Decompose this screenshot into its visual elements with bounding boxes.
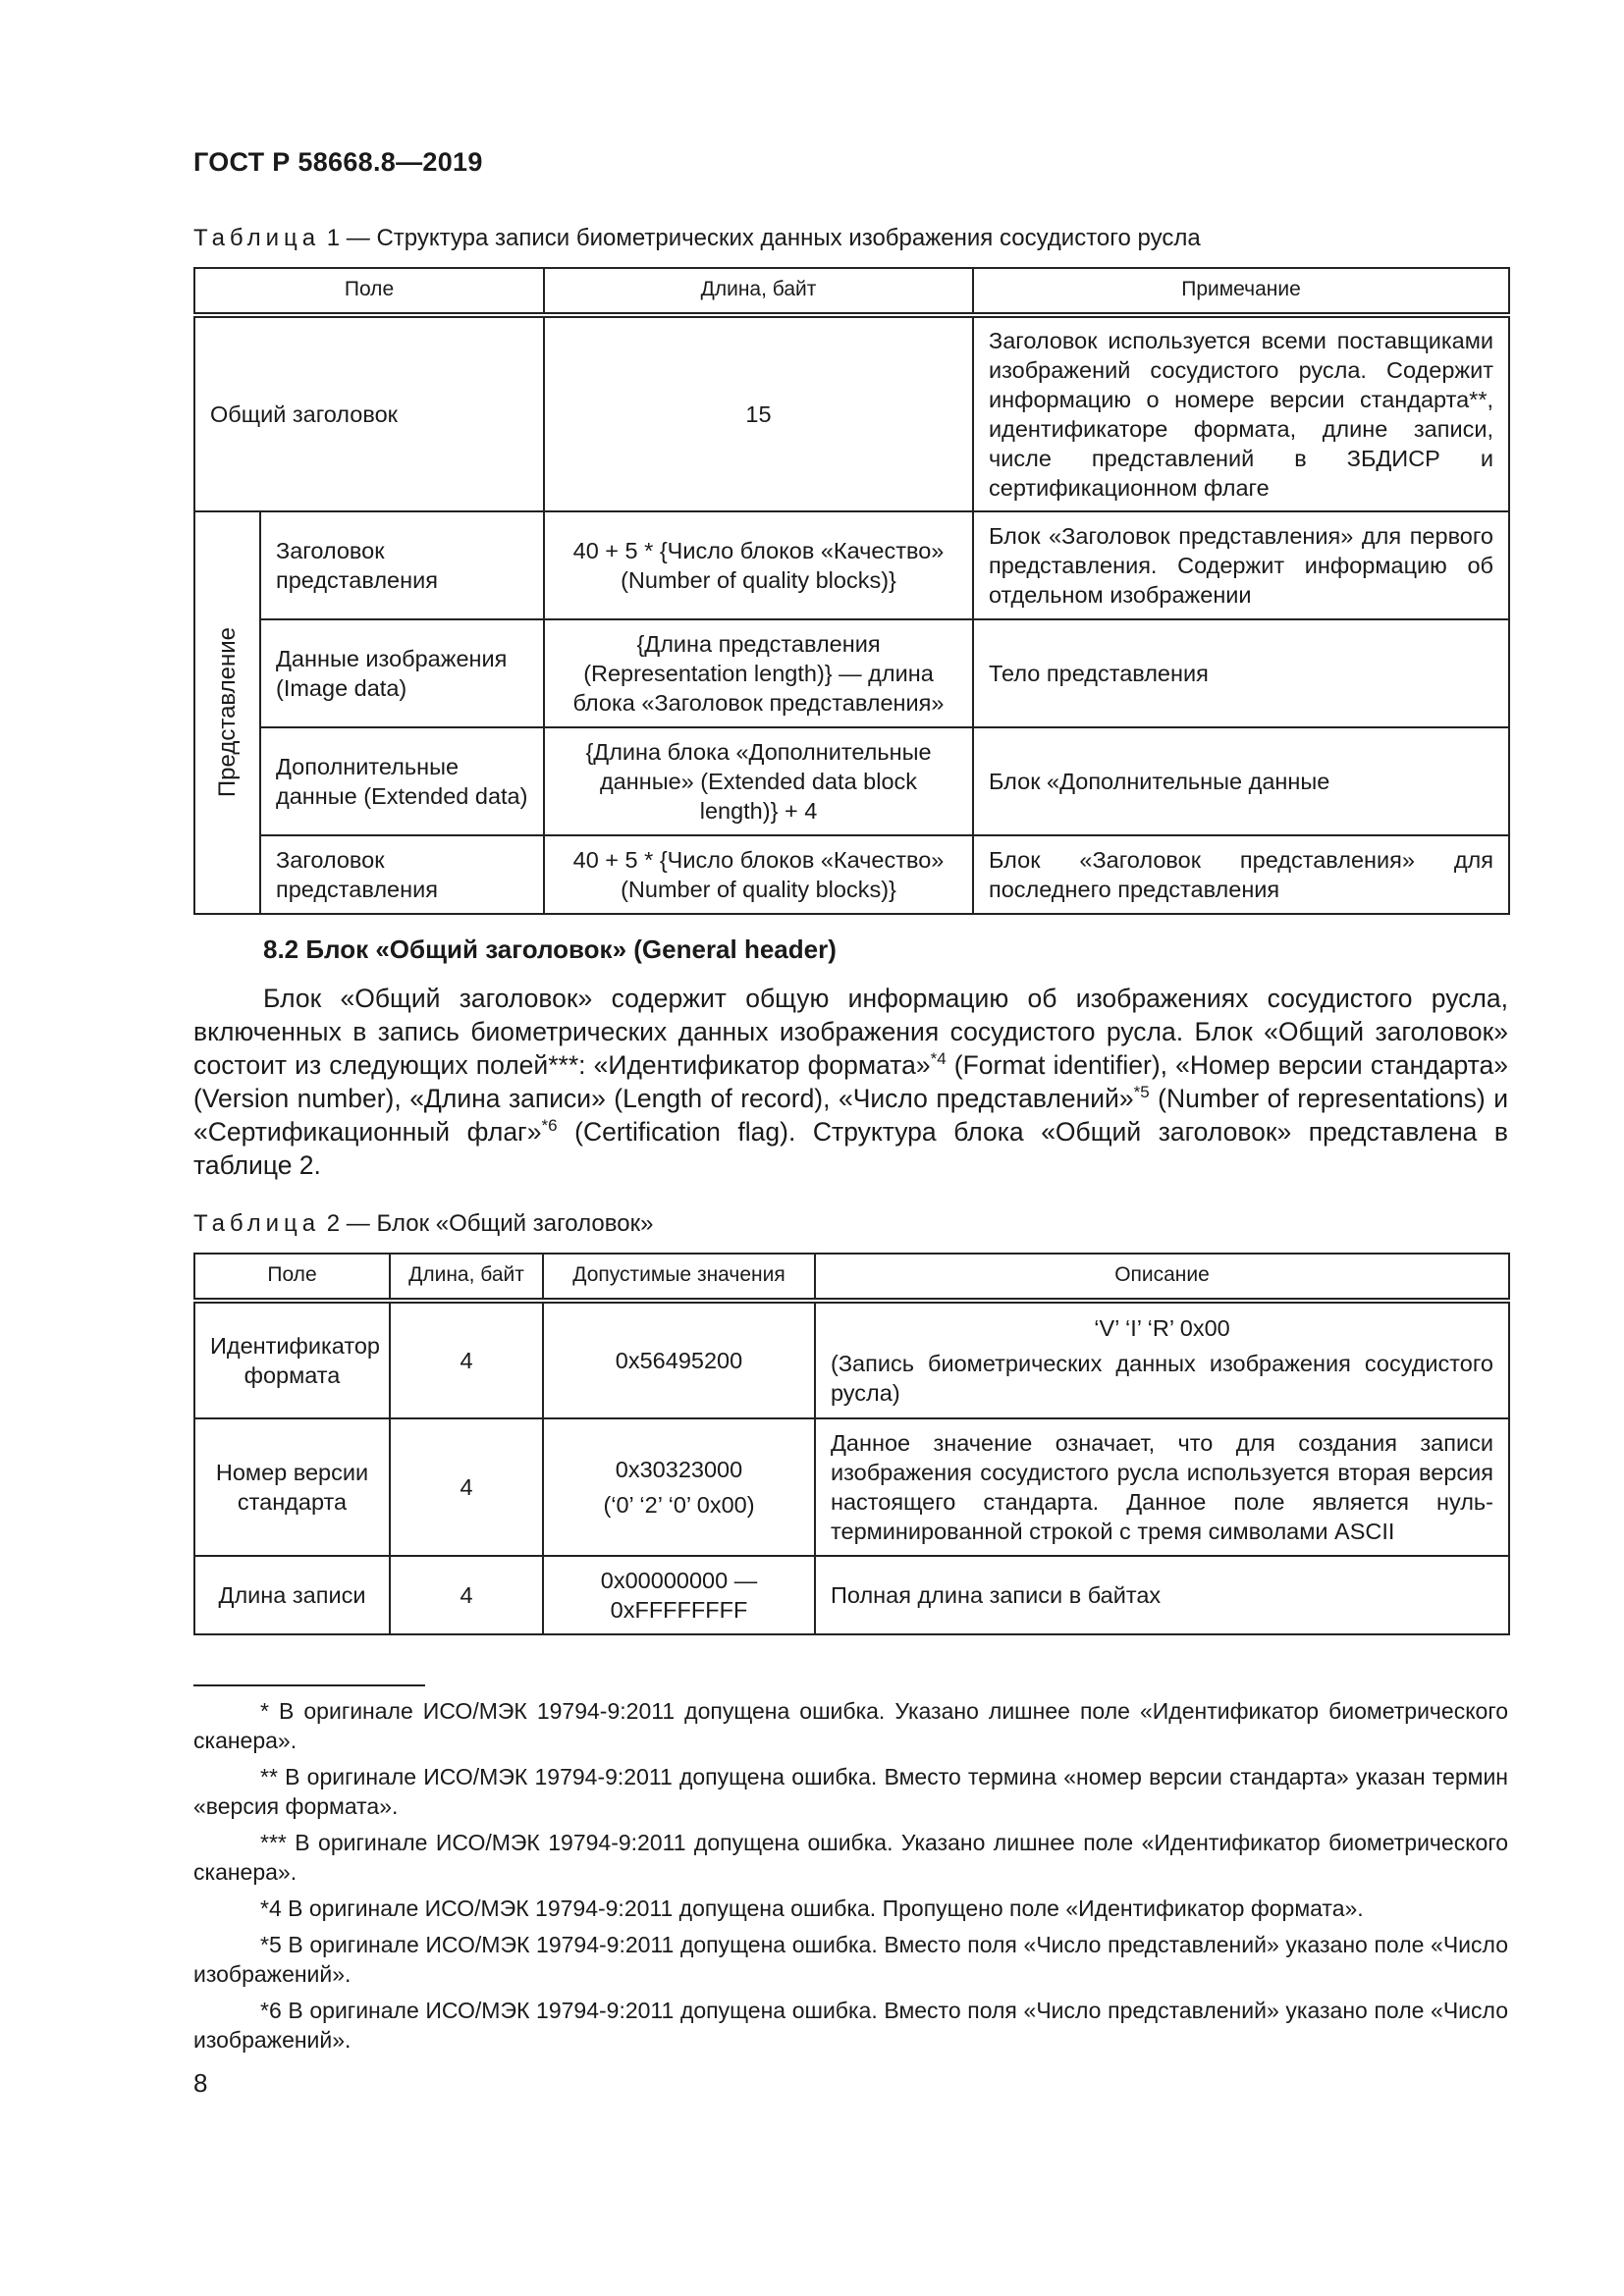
- table1-row-field: Заголовок представления: [260, 511, 544, 619]
- footnote-mark: *6: [260, 1998, 289, 2023]
- table1-group-label: Представление: [213, 627, 241, 798]
- table2-caption: [193, 1210, 653, 1238]
- footnote-text: В оригинале ИСО/МЭК 19794-9:2011 допущена ошибка. Вместо термина «номер версии стандарта» указан термин «версия формата».: [193, 1764, 1508, 1819]
- table1-row: [194, 619, 1509, 727]
- table2: [193, 1253, 1510, 1635]
- section-paragraph: [193, 982, 1508, 1182]
- table1-header-field: Поле: [194, 268, 544, 315]
- table1-row-note: Блок «Заголовок представления» для первого представления. Содержит информацию об отдельном изображении: [973, 511, 1509, 619]
- table1-general-length: 15: [544, 315, 973, 511]
- page-number: 8: [193, 2068, 208, 2098]
- table1-row-note: Тело представления: [973, 619, 1509, 727]
- footnote-mark: *5: [260, 1932, 289, 1957]
- table2-header-field: Поле: [194, 1254, 390, 1301]
- footnote-text: В оригинале ИСО/МЭК 19794-9:2011 допущена ошибка. Пропущено поле «Идентификатор формата».: [288, 1896, 1364, 1921]
- table2-row-value: 0x56495200: [543, 1301, 815, 1418]
- table1-caption-text: 1 — Структура записи биометрических данных изображения сосудистого русла: [320, 225, 1201, 251]
- table2-row-description: Полная длина записи в байтах: [815, 1556, 1509, 1634]
- table1-row-length: {Длина представления (Representation length)} — длина блока «Заголовок представления»: [544, 619, 973, 727]
- table2-desc-line: (Запись биометрических данных изображения сосудистого русла): [831, 1351, 1493, 1406]
- footnote-mark: ***: [260, 1830, 296, 1855]
- table2-row-field: Идентификатор формата: [194, 1301, 390, 1418]
- table1-row-length: 40 + 5 * {Число блоков «Качество» (Number of quality blocks)}: [544, 835, 973, 914]
- table2-row: [194, 1556, 1509, 1634]
- footnote: [193, 1696, 1508, 1755]
- footnote-text: В оригинале ИСО/МЭК 19794-9:2011 допущена ошибка. Вместо поля «Число представлений» указано поле «Число изображений».: [193, 1932, 1508, 1987]
- table1-general-note: Заголовок используется всеми поставщиками изображений сосудистого русла. Содержит информацию о номере версии стандарта**, идентификаторе формата, длине записи, числе представлений в ЗБДИСР и сертификационном флаге: [973, 315, 1509, 511]
- footnote-text: В оригинале ИСО/МЭК 19794-9:2011 допущена ошибка. Указано лишнее поле «Идентификатор биометрического сканера».: [193, 1698, 1508, 1753]
- table2-row-value: 0x00000000 — 0xFFFFFFFF: [543, 1556, 815, 1634]
- table2-row-value: [543, 1418, 815, 1556]
- table2-value-line: (‘0’ ‘2’ ‘0’ 0x00): [603, 1492, 755, 1518]
- table2-caption-text: 2 — Блок «Общий заголовок»: [320, 1210, 654, 1237]
- table1-caption-label: Таблица: [193, 225, 321, 251]
- table2-value-line: 0x30323000: [615, 1457, 743, 1482]
- table2-row-length: 4: [390, 1301, 543, 1418]
- paragraph-text: (Format identifier), «Номер версии стандарта» (Version number), «Длина записи» (Length of record), «Число представлений»: [193, 1050, 1508, 1113]
- paragraph-text: (Certification flag). Структура блока «Общий заголовок» представлена в таблице 2.: [193, 1117, 1508, 1180]
- footnote-text: В оригинале ИСО/МЭК 19794-9:2011 допущена ошибка. Указано лишнее поле «Идентификатор биометрического сканера».: [193, 1830, 1508, 1885]
- footnote-mark: *: [260, 1698, 279, 1724]
- table2-row-description: Данное значение означает, что для создания записи изображения сосудистого русла используется вторая версия настоящего стандарта. Данное поле является нуль-терминированной строкой с тремя символами ASCII: [815, 1418, 1509, 1556]
- table1-general-field: Общий заголовок: [194, 315, 544, 511]
- table1-row: [194, 835, 1509, 914]
- table1-caption: [193, 225, 1201, 252]
- table1-row-field: Данные изображения (Image data): [260, 619, 544, 727]
- table1-row-field: Заголовок представления: [260, 835, 544, 914]
- table2-row-length: 4: [390, 1418, 543, 1556]
- table2-row-length: 4: [390, 1556, 543, 1634]
- footnotes: [193, 1696, 1508, 2061]
- table2-row: [194, 1301, 1509, 1418]
- table1-row-length: 40 + 5 * {Число блоков «Качество» (Number of quality blocks)}: [544, 511, 973, 619]
- footnote-ref: *4: [930, 1049, 947, 1068]
- table2-row-field: Длина записи: [194, 1556, 390, 1634]
- table1-group-cell: [194, 511, 260, 914]
- table1-row-note: Блок «Заголовок представления» для последнего представления: [973, 835, 1509, 914]
- table2-desc-line: ‘V’ ‘I’ ‘R’ 0x00: [1094, 1315, 1230, 1341]
- footnote-ref: *6: [541, 1116, 558, 1135]
- footnote: [193, 1894, 1508, 1923]
- footnote-ref: *5: [1133, 1083, 1150, 1101]
- paragraph-text: Блок «Общий заголовок» содержит общую информацию об изображениях сосудистого русла, включенных в запись биометрических данных изображения сосудистого русла. Блок «Общий заголовок» состоит из следующих полей***: «Идентификатор формата»: [193, 984, 1508, 1080]
- section-title: 8.2 Блок «Общий заголовок» (General header): [263, 934, 837, 964]
- paragraph-text: (Number of representations) и «Сертификационный флаг»: [193, 1084, 1508, 1147]
- table2-header-description: Описание: [815, 1254, 1509, 1301]
- footnote-mark: *4: [260, 1896, 289, 1921]
- page-header: ГОСТ Р 58668.8—2019: [193, 147, 483, 177]
- footnote: [193, 1828, 1508, 1887]
- footnote: [193, 1930, 1508, 1989]
- table1-row-note: Блок «Дополнительные данные: [973, 727, 1509, 835]
- table1-row-length: {Длина блока «Дополнительные данные» (Extended data block length)} + 4: [544, 727, 973, 835]
- table1: [193, 267, 1510, 915]
- table1-row: [194, 727, 1509, 835]
- table1-row-field: Дополнительные данные (Extended data): [260, 727, 544, 835]
- footnote-mark: **: [260, 1764, 286, 1789]
- table1-header-length: Длина, байт: [544, 268, 973, 315]
- footnote-text: В оригинале ИСО/МЭК 19794-9:2011 допущена ошибка. Вместо поля «Число представлений» указано поле «Число изображений».: [193, 1998, 1508, 2053]
- table2-caption-label: Таблица: [193, 1210, 321, 1237]
- footnote: [193, 1762, 1508, 1821]
- table1-header-note: Примечание: [973, 268, 1509, 315]
- table1-row-general: [194, 315, 1509, 511]
- footnote-divider: [193, 1684, 425, 1686]
- table2-row: [194, 1418, 1509, 1556]
- table2-row-description: [815, 1301, 1509, 1418]
- table2-header-values: Допустимые значения: [543, 1254, 815, 1301]
- table2-header-length: Длина, байт: [390, 1254, 543, 1301]
- table1-row: [194, 511, 1509, 619]
- table2-row-field: Номер версии стандарта: [194, 1418, 390, 1556]
- footnote: [193, 1996, 1508, 2055]
